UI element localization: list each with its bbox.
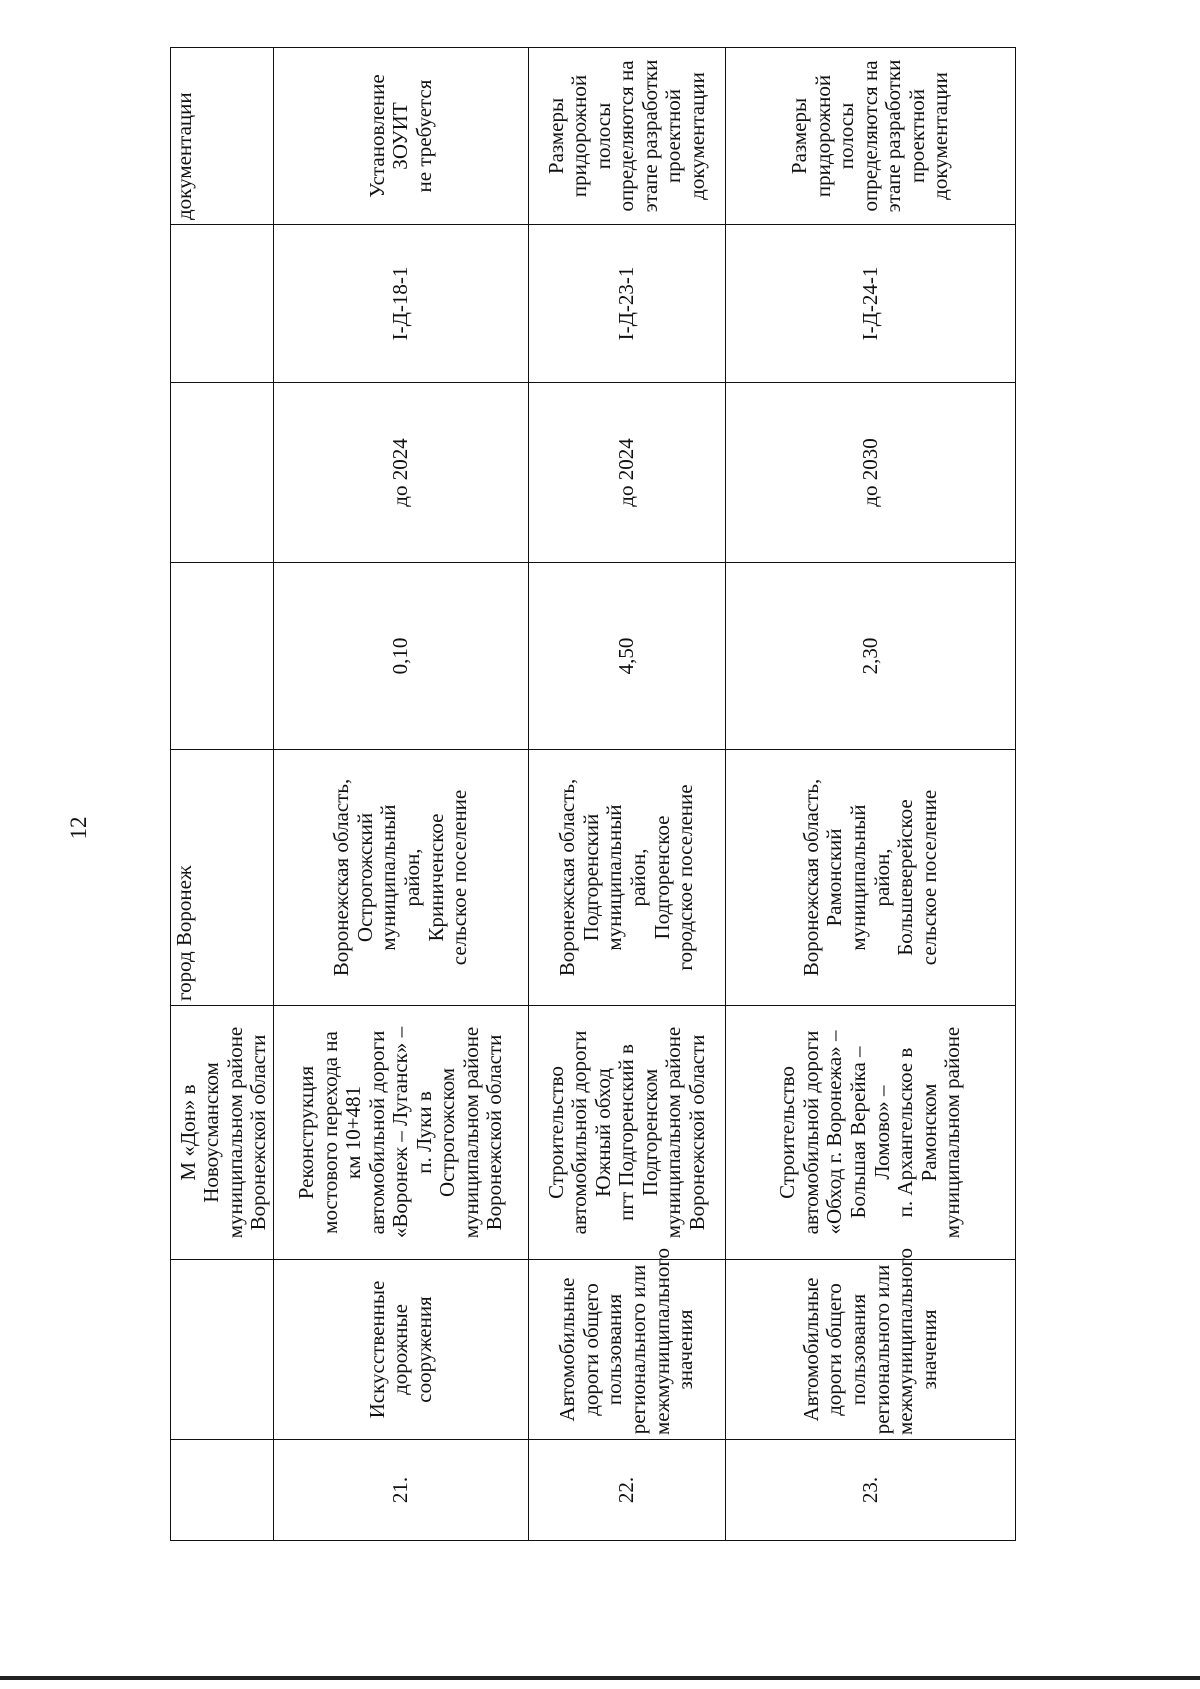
cell-type: Автомобильные дороги общего пользования регионального или межмуниципального значения [726, 1260, 1016, 1440]
cell-deadline: до 2030 [726, 383, 1016, 563]
cell-code: I-Д-18-1 [274, 225, 529, 383]
cell-location: Воронежская область, Подгоренский муниципальный район, Подгоренское городское поселение [529, 750, 726, 1006]
cell-code: I-Д-24-1 [726, 225, 1016, 383]
cell-number [171, 1440, 274, 1541]
cell-type: Искусственные дорожные сооружения [274, 1260, 529, 1440]
table-row-continuation [171, 48, 274, 1541]
cell-length: 2,30 [726, 563, 1016, 750]
table-row [529, 48, 726, 1541]
cell-length: 0,10 [274, 563, 529, 750]
cell-object: Строительство автомобильной дороги Южный обход пгт Подгоренский в Подгоренском муниципальном районе Воронежской области [529, 1006, 726, 1260]
cell-deadline: до 2024 [529, 383, 726, 563]
cell-deadline [171, 383, 274, 563]
cell-number: 23. [726, 1440, 1016, 1541]
scan-edge-line [0, 1676, 1200, 1680]
table-row [274, 48, 529, 1541]
cell-deadline: до 2024 [274, 383, 529, 563]
cell-zone: Размеры придорожной полосы определяются на этапе разработки проектной документации [529, 48, 726, 225]
cell-zone: документации [171, 48, 274, 225]
cell-type: Автомобильные дороги общего пользования регионального или межмуниципального значения [529, 1260, 726, 1440]
objects-table [170, 47, 1016, 1541]
cell-code [171, 225, 274, 383]
cell-object: Строительство автомобильной дороги «Обход г. Воронежа» – Большая Верейка – Ломово» – п. Архангельское в Рамонском муниципальном районе [726, 1006, 1016, 1260]
cell-location: Воронежская область, Рамонский муниципальный район, Большеверейское сельское поселение [726, 750, 1016, 1006]
table-row [726, 48, 1016, 1541]
cell-length: 4,50 [529, 563, 726, 750]
cell-location: Воронежская область, Острогожский муниципальный район, Криниченское сельское поселение [274, 750, 529, 1006]
cell-location: город Воронеж [171, 750, 274, 1006]
cell-object: Реконструкция мостового перехода на км 10+481 автомобильной дороги «Воронеж – Луганск» – п. Луки в Острогожском муниципальном районе Воронежской области [274, 1006, 529, 1260]
cell-zone: Размеры придорожной полосы определяются на этапе разработки проектной документации [726, 48, 1016, 225]
cell-type [171, 1260, 274, 1440]
cell-number: 21. [274, 1440, 529, 1541]
cell-zone: Установление ЗОУИТ не требуется [274, 48, 529, 225]
cell-length [171, 563, 274, 750]
page-number: 12 [66, 816, 91, 840]
cell-code: I-Д-23-1 [529, 225, 726, 383]
cell-number: 22. [529, 1440, 726, 1541]
rotated-table-frame [170, 48, 1015, 1541]
cell-object: М «Дон» в Новоусманском муниципальном районе Воронежской области [171, 1006, 274, 1260]
